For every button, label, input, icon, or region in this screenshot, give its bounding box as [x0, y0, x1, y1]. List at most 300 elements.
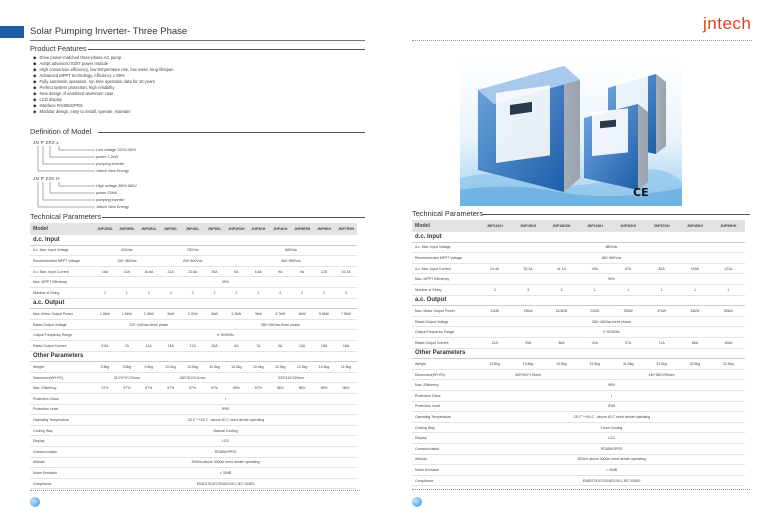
- parameter-value: 31.5kg: [645, 359, 678, 370]
- table-row: [412, 338, 745, 349]
- parameter-value: 2: [225, 288, 247, 299]
- parameter-label: Max. Efficiency: [412, 380, 478, 391]
- parameter-value: -25 C°~+60 C ; above 40 C need derate operating: [94, 415, 357, 426]
- parameter-value: < 30dB: [94, 468, 357, 479]
- parameter-value: 98%: [478, 380, 745, 391]
- parameter-value: 24.4A: [478, 263, 511, 274]
- parameter-value: 7A: [247, 341, 269, 352]
- table-row: [412, 253, 745, 264]
- parameter-value: 2.2kW: [225, 309, 247, 320]
- parameter-value: 97%: [94, 383, 116, 394]
- model-column-header: JNP22KH: [578, 220, 611, 232]
- parameter-value: I: [94, 394, 357, 405]
- parameter-value: 10A: [291, 341, 313, 352]
- parameter-label: Recommended MPPT Voltage: [30, 256, 94, 267]
- right-tech-heading: Technical Parameters: [412, 209, 484, 218]
- parameter-label: Dimension(W*H*D): [412, 369, 478, 380]
- brand-logo: jntech: [703, 14, 752, 33]
- feature-item: ◆ LCD display: [33, 97, 174, 103]
- parameter-value: 860Vdc: [225, 245, 357, 256]
- table-row: [30, 436, 357, 447]
- model-column-header: JNP5KH: [313, 223, 335, 235]
- parameter-value: 41.1A: [545, 263, 578, 274]
- model-column-header: JNP5R5H: [291, 223, 313, 235]
- parameter-label: Number of String: [30, 288, 94, 299]
- definition-heading: Definition of Model: [30, 127, 92, 136]
- parameter-label: Protection Class: [412, 391, 478, 402]
- parameter-label: Display: [30, 436, 94, 447]
- model-column-header: JNP4KL: [182, 223, 204, 235]
- parameter-label: Compliance: [412, 475, 478, 486]
- parameter-value: 460~850Vdc: [478, 253, 745, 264]
- parameter-value: 21A: [160, 266, 182, 277]
- model-column-header: JNP3KH: [247, 223, 269, 235]
- brand-divider: [412, 40, 752, 41]
- parameter-value: RS485/GPRS: [478, 443, 745, 454]
- parameter-value: 98%: [291, 383, 313, 394]
- parameter-value: I: [478, 391, 745, 402]
- table-header-row: [30, 223, 357, 235]
- feature-item: ◆ Modular design, easy to install, operate, maintain: [33, 109, 174, 115]
- parameter-value: 3000m,above 3000m need derate operating: [94, 457, 357, 468]
- parameter-value: 25A: [204, 266, 226, 277]
- parameter-label: Communication: [30, 446, 94, 457]
- parameter-value: 99%: [478, 274, 745, 285]
- parameter-value: 4kW: [291, 309, 313, 320]
- model-header-cell: Model: [412, 220, 478, 232]
- parameter-value: 380~460Vac,three phase: [478, 316, 745, 327]
- parameter-value: 360*500*176mm: [478, 369, 578, 380]
- parameter-label: Output Frequency Range: [30, 330, 94, 341]
- parameter-value: Natural Cooling: [94, 425, 357, 436]
- parameter-value: 19.8kg: [511, 359, 544, 370]
- parameter-value: 10.9kg: [247, 362, 269, 373]
- parameter-value: 71A: [645, 338, 678, 349]
- model-column-header: JNP2R2H: [225, 223, 247, 235]
- parameter-value: 122A: [712, 263, 745, 274]
- parameter-label: Number of String: [412, 285, 478, 296]
- parameter-value: 21A: [478, 338, 511, 349]
- table-row: [412, 242, 745, 253]
- parameter-value: 18.5kW: [545, 306, 578, 317]
- feature-item: ◆ Interface RS485/GPRS: [33, 103, 174, 109]
- parameter-value: 97%: [204, 383, 226, 394]
- table-header-row: [412, 220, 745, 232]
- parameter-value: EN50178,IEC/EN62109-1,IEC 61800: [94, 478, 357, 489]
- parameter-value: 82A: [645, 263, 678, 274]
- parameter-value: 1.5kW: [94, 309, 116, 320]
- parameter-value: 97%: [160, 383, 182, 394]
- table-row: [30, 415, 357, 426]
- parameter-value: 1: [116, 288, 138, 299]
- parameter-value: 3.7kW: [182, 309, 204, 320]
- parameter-value: 3: [545, 285, 578, 296]
- parameter-value: 98%: [269, 383, 291, 394]
- parameter-value: 97%: [116, 383, 138, 394]
- parameter-value: 22kW: [578, 306, 611, 317]
- parameter-value: 9.5kg: [138, 362, 160, 373]
- parameter-value: 10.9kg: [269, 362, 291, 373]
- features-list: [33, 55, 174, 115]
- feature-item: ◆ Drive power-matched three-phase AC pump: [33, 55, 174, 61]
- parameter-value: 7.5kW: [335, 309, 357, 320]
- table-row: [412, 454, 745, 465]
- parameter-value: 1: [712, 285, 745, 296]
- parameter-value: 3000m,above 3000m need derate operating: [478, 454, 745, 465]
- parameter-value: 5.5A: [94, 341, 116, 352]
- parameter-label: Output Frequency Range: [412, 327, 478, 338]
- parameter-label: Rated Output Voltage: [30, 319, 94, 330]
- definition-text: power 2.2kW: [96, 155, 119, 159]
- parameter-value: 9A: [269, 341, 291, 352]
- parameter-value: 45kW: [678, 306, 711, 317]
- parameter-label: Rated Output Voltage: [412, 316, 478, 327]
- left-tech-heading: Technical Parameters: [30, 212, 102, 221]
- table-row: [412, 475, 745, 486]
- parameter-value: 2: [160, 288, 182, 299]
- parameter-value: 10A: [116, 266, 138, 277]
- model-column-header: JNP2R2L: [138, 223, 160, 235]
- parameter-value: 880Vdc: [478, 242, 745, 253]
- table-row: [30, 277, 357, 288]
- table-row: [412, 285, 745, 296]
- parameter-value: 100A: [678, 263, 711, 274]
- parameter-label: Protection Level: [412, 401, 478, 412]
- parameter-value: 6A: [225, 341, 247, 352]
- left-spec-table: [30, 223, 357, 489]
- table-row: [412, 359, 745, 370]
- model-column-header: JNP30KH: [612, 220, 645, 232]
- parameter-value: 12A: [313, 266, 335, 277]
- table-row: [412, 306, 745, 317]
- definition-text: power 22kW: [96, 191, 118, 195]
- parameter-value: -25 C°~+60 C ; above 40 C need derate operating: [478, 412, 745, 423]
- feature-item: ◆ Perfect system protection, high reliability: [33, 85, 174, 91]
- table-row: [30, 341, 357, 352]
- parameter-value: 9A: [269, 266, 291, 277]
- parameter-value: 10.5kg: [225, 362, 247, 373]
- ce-mark-icon: CE: [633, 186, 649, 199]
- table-row: [30, 394, 357, 405]
- parameter-value: 98%: [313, 383, 335, 394]
- feature-item: ◆ Advanced MPPT technology, efficiency ≥ 99%: [33, 73, 174, 79]
- parameter-value: 3: [478, 285, 511, 296]
- parameter-value: 400Vdc: [94, 245, 160, 256]
- group-heading: Other Parameters: [30, 351, 357, 362]
- parameter-value: IP65: [478, 401, 745, 412]
- definition-connector-lines: [37, 182, 97, 212]
- parameter-value: 2: [138, 288, 160, 299]
- page-marker-icon: [30, 497, 40, 507]
- parameter-value: Force Cooling: [478, 422, 745, 433]
- parameter-label: d.c. Max. Input Voltage: [412, 242, 478, 253]
- table-row: [30, 309, 357, 320]
- model-column-header: JNP37KH: [645, 220, 678, 232]
- parameter-value: 7A: [116, 341, 138, 352]
- table-row: [30, 266, 357, 277]
- table-row: [30, 319, 357, 330]
- table-row: [412, 327, 745, 338]
- parameter-value: 30kW: [612, 306, 645, 317]
- parameter-value: 10.5kg: [160, 362, 182, 373]
- definition-connector-lines: [37, 146, 97, 176]
- parameter-value: 17A: [182, 341, 204, 352]
- parameter-value: 200~600Vdc: [160, 256, 226, 267]
- parameter-label: Recommended MPPT Voltage: [412, 253, 478, 264]
- table-row: [412, 316, 745, 327]
- table-group-row: [30, 235, 357, 246]
- parameter-label: Max. Efficiency: [30, 383, 94, 394]
- parameter-value: 150~380Vdc: [94, 256, 160, 267]
- table-row: [412, 263, 745, 274]
- features-heading: Product Features: [30, 44, 87, 53]
- parameter-value: 0~50/60Hz: [478, 327, 745, 338]
- features-divider: [88, 49, 365, 50]
- model-column-header: JNP1R5L: [94, 223, 116, 235]
- parameter-value: 1: [678, 285, 711, 296]
- parameter-label: d.c. Max. Input Current: [412, 263, 478, 274]
- parameter-label: Rated Output Current: [412, 338, 478, 349]
- parameter-value: 42A: [578, 338, 611, 349]
- parameter-value: 3kW: [247, 309, 269, 320]
- parameter-value: 11kW: [478, 306, 511, 317]
- parameter-value: 10.9kg: [291, 362, 313, 373]
- parameter-value: 16.3A: [335, 266, 357, 277]
- right-spec-table: [412, 220, 745, 486]
- model-column-header: JNP4KH: [269, 223, 291, 235]
- parameter-value: 15A: [313, 341, 335, 352]
- table-group-row: [30, 298, 357, 309]
- parameter-value: 23.6A: [182, 266, 204, 277]
- parameter-value: 1: [612, 285, 645, 296]
- parameter-value: 57A: [612, 338, 645, 349]
- parameter-value: 3: [511, 285, 544, 296]
- parameter-value: 380~460Vac,three phase: [204, 319, 357, 330]
- inverter-small-front: [584, 104, 648, 190]
- table-row: [30, 478, 357, 489]
- model-column-header: JNP45KH: [678, 220, 711, 232]
- table-row: [30, 362, 357, 373]
- table-row: [412, 401, 745, 412]
- parameter-label: Weight: [412, 359, 478, 370]
- definition-text: High voltage 380V-860V: [96, 184, 137, 188]
- parameter-label: Display: [412, 433, 478, 444]
- parameter-value: 10.5kg: [182, 362, 204, 373]
- right-tech-divider: [482, 214, 750, 215]
- parameter-label: Cooling Way: [30, 425, 94, 436]
- parameter-value: 98%: [335, 383, 357, 394]
- table-row: [412, 412, 745, 423]
- table-row: [30, 383, 357, 394]
- parameter-value: 330*310*211mm: [160, 372, 226, 383]
- parameter-value: 86A: [678, 338, 711, 349]
- parameter-label: Noise Emission: [30, 468, 94, 479]
- model-column-header: JNP7R5H: [335, 223, 357, 235]
- table-row: [412, 443, 745, 454]
- parameter-value: 97%: [138, 383, 160, 394]
- table-row: [30, 256, 357, 267]
- parameter-value: 14A: [160, 341, 182, 352]
- model-header-cell: Model: [30, 223, 94, 235]
- table-row: [30, 288, 357, 299]
- parameter-value: 96%: [225, 383, 247, 394]
- parameter-value: 2.2kW: [138, 309, 160, 320]
- parameter-value: 18A: [335, 341, 357, 352]
- parameter-label: Altitude: [30, 457, 94, 468]
- parameter-value: 55kW: [712, 306, 745, 317]
- parameter-label: Weight: [30, 362, 94, 373]
- parameter-value: 32.5kg: [712, 359, 745, 370]
- definition-divider: [98, 132, 365, 133]
- parameter-value: 2: [269, 288, 291, 299]
- parameter-value: 32.5kg: [678, 359, 711, 370]
- group-heading: a.c. Output: [30, 298, 357, 309]
- title-divider: [30, 40, 365, 41]
- table-row: [30, 425, 357, 436]
- parameter-value: 320*310*220mm: [225, 372, 357, 383]
- parameter-label: Operating Temperature: [412, 412, 478, 423]
- parameter-value: 5.5kW: [313, 309, 335, 320]
- parameter-label: Protection Class: [30, 394, 94, 405]
- parameter-value: 20A: [204, 341, 226, 352]
- model-column-header: JNP11KH: [478, 220, 511, 232]
- parameter-label: Dimension(W*H*D): [30, 372, 94, 383]
- parameter-value: RS485/GPRS: [94, 446, 357, 457]
- parameter-label: Operating Temperature: [30, 415, 94, 426]
- table-row: [30, 446, 357, 457]
- parameter-value: 9.5kg: [94, 362, 116, 373]
- left-tech-divider: [102, 217, 365, 218]
- model-code: JN P 22K H: [33, 176, 60, 181]
- table-row: [412, 274, 745, 285]
- parameter-value: 19.8kg: [545, 359, 578, 370]
- parameter-label: d.c. Max. Input Current: [30, 266, 94, 277]
- parameter-value: LCD: [478, 433, 745, 444]
- parameter-value: EN50178,IEC/EN62109-1,IEC 61800: [478, 475, 745, 486]
- parameter-label: Communication: [412, 443, 478, 454]
- model-column-header: JNP3KL: [160, 223, 182, 235]
- table-row: [412, 465, 745, 476]
- parameter-value: 97%: [182, 383, 204, 394]
- parameter-value: 3kW: [160, 309, 182, 320]
- parameter-value: 99%: [94, 277, 357, 288]
- parameter-label: Altitude: [412, 454, 478, 465]
- group-heading: d.c. Input: [30, 235, 357, 246]
- parameter-value: 36A: [545, 338, 578, 349]
- parameter-value: 440*580*253mm: [578, 369, 745, 380]
- feature-item: ◆ New design of anodized aluminum case: [33, 91, 174, 97]
- parameter-value: LCD: [94, 436, 357, 447]
- feature-item: ◆ Fully automatic operation, run time operation data for 10 years: [33, 79, 174, 85]
- parameter-value: 97%: [247, 383, 269, 394]
- feature-item: ◆ High conversion efficiency, low temperature rise, low noise, long lifespan: [33, 67, 174, 73]
- feature-item: ◆ Adopt advanced IGBT power module: [33, 61, 174, 67]
- parameter-value: < 30dB: [478, 465, 745, 476]
- parameter-value: 4kW: [204, 309, 226, 320]
- parameter-value: IP65: [94, 404, 357, 415]
- group-heading: a.c. Output: [412, 295, 745, 306]
- parameter-label: Noise Emission: [412, 465, 478, 476]
- parameter-value: 67A: [612, 263, 645, 274]
- left-page-bottom-rule: [30, 490, 360, 491]
- parameter-value: 9A: [291, 266, 313, 277]
- title-accent-bar: [0, 26, 24, 38]
- page-title: Solar Pumping Inverter- Three Phase: [30, 26, 188, 37]
- parameter-value: 6.8A: [247, 266, 269, 277]
- parameter-value: 19.8kg: [478, 359, 511, 370]
- parameter-value: 460~850Vdc: [225, 256, 357, 267]
- definition-text: pumping inverter: [96, 198, 125, 202]
- parameter-value: 11.9kg: [335, 362, 357, 373]
- table-row: [30, 372, 357, 383]
- table-row: [30, 468, 357, 479]
- model-column-header: JNP55KH: [712, 220, 745, 232]
- table-group-row: [30, 351, 357, 362]
- parameter-value: 29A: [511, 338, 544, 349]
- model-column-header: JNP15KH: [511, 220, 544, 232]
- table-group-row: [412, 348, 745, 359]
- parameter-value: 2: [313, 288, 335, 299]
- parameter-value: 31.5kg: [612, 359, 645, 370]
- parameter-value: 1: [645, 285, 678, 296]
- parameter-value: 1.5kW: [116, 309, 138, 320]
- parameter-value: 10.5kg: [204, 362, 226, 373]
- page-marker-icon: [412, 497, 422, 507]
- parameter-value: 31.5kg: [578, 359, 611, 370]
- table-group-row: [412, 295, 745, 306]
- table-row: [412, 369, 745, 380]
- model-column-header: JNP5KL: [204, 223, 226, 235]
- parameter-label: Protection Level: [30, 404, 94, 415]
- model-definition-high: [33, 176, 137, 209]
- definition-text: Jntech New Energy: [96, 205, 129, 209]
- table-row: [30, 245, 357, 256]
- parameter-value: 310*270*170mm: [94, 372, 160, 383]
- parameter-value: 750Vdc: [160, 245, 226, 256]
- parameter-value: 16A: [94, 266, 116, 277]
- parameter-label: Compliance: [30, 478, 94, 489]
- parameter-value: 37kW: [645, 306, 678, 317]
- table-row: [30, 457, 357, 468]
- parameter-value: 2: [182, 288, 204, 299]
- group-heading: d.c. Input: [412, 232, 745, 243]
- parameter-value: 0~50/60Hz: [94, 330, 357, 341]
- definition-text: Jntech New Energy: [96, 169, 129, 173]
- table-row: [412, 422, 745, 433]
- parameter-value: 1: [578, 285, 611, 296]
- definition-text: pumping inverter: [96, 162, 125, 166]
- group-heading: Other Parameters: [412, 348, 745, 359]
- parameter-label: Cooling Way: [412, 422, 478, 433]
- parameter-label: Max. Motor Output Power: [30, 309, 94, 320]
- model-column-header: JNP2R5L: [116, 223, 138, 235]
- parameter-value: 2: [291, 288, 313, 299]
- parameter-label: Max. Motor Output Power: [412, 306, 478, 317]
- model-definition-low: [33, 140, 137, 173]
- table-row: [412, 433, 745, 444]
- product-photo: [460, 58, 682, 206]
- parameter-value: 10.9kg: [313, 362, 335, 373]
- parameter-label: d.c. Max. Input Voltage: [30, 245, 94, 256]
- parameter-value: 3: [335, 288, 357, 299]
- parameter-value: 106A: [712, 338, 745, 349]
- parameter-value: 2: [247, 288, 269, 299]
- model-column-header: JNP18K5H: [545, 220, 578, 232]
- parameter-value: 11A: [138, 341, 160, 352]
- table-row: [412, 391, 745, 402]
- parameter-label: Max. MPPT Efficiency: [30, 277, 94, 288]
- parameter-value: 15kW: [511, 306, 544, 317]
